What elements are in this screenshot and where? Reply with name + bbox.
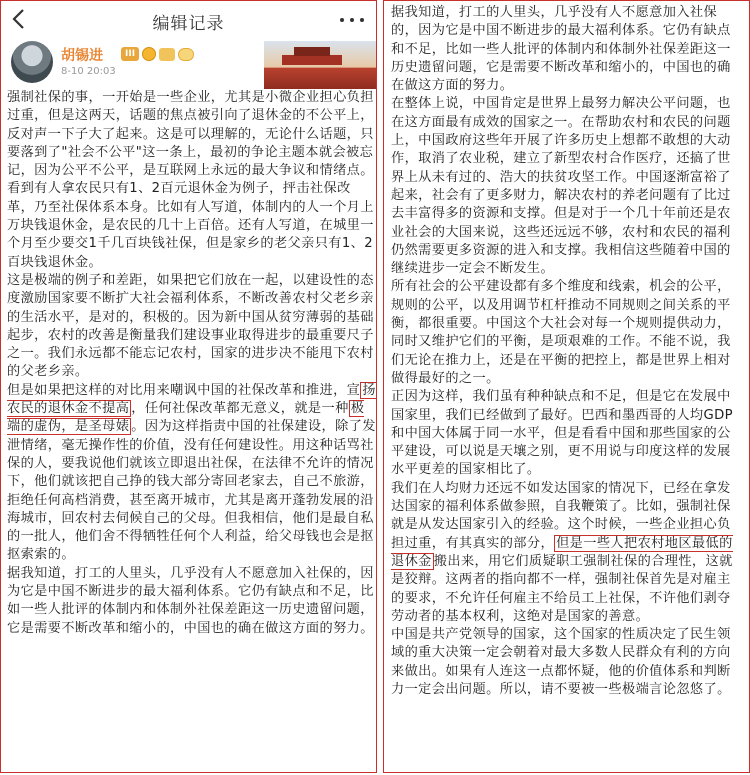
- paragraph: 看到有人拿农民只有1、2百元退休金为例子，抨击社保改革，乃至社保体系本身。比如有人写道，体制内的人一个月上万块钱退休金，是农民的几十上百倍。还有人写道，在城里一个月至少要交1千几百块钱社保，但是家乡的老父亲只有1、2百块钱退休金。: [7, 181, 374, 270]
- paragraph: [7, 382, 376, 565]
- text-run: 我们在人均财力还远不如发达国家的情况下，已经在拿发达国家的福利体系做参照，自我鞭策了。比如，强制社保就是从发达国家引入的经验。这个时候，一些企业担心负担过重，有其真实的部分，: [391, 480, 731, 551]
- top-bar: [1, 1, 376, 41]
- username[interactable]: 胡锡进: [61, 48, 103, 64]
- level-badge-icon[interactable]: III: [121, 47, 139, 61]
- paragraph: 据我知道，打工的人里头，几乎没有人不愿意加入社保的，因为它是中国不断进步的最大福利体系。它仍有缺点和不足，比如一些人批评的体制内和体制外社保差距这一历史遗留问题，它是需要不断改革和缩小的，中国也的确在做这方面的努力。: [7, 565, 374, 636]
- paragraph: 这是极端的例子和差距，如果把它们放在一起，以建设性的态度激励国家要不断扩大社会福利体系，不断改善农村父老乡亲的生活水平，是对的，积极的。因为新中国从贫穷薄弱的基础起步，农村的改善是衡量我们建设事业取得进步的最重要尺子之一。我们永远都不能忘记农村，国家的进步决不能甩下农村的父老乡亲。: [7, 272, 374, 380]
- highlighted-phrase: 极端的虚伪，是圣母婊: [7, 401, 365, 435]
- avatar[interactable]: [11, 41, 53, 83]
- post-time: 8-10 20:03: [61, 66, 116, 77]
- right-screenshot-panel: [383, 0, 750, 773]
- fan-badge-icon[interactable]: [178, 48, 194, 61]
- paragraph: 在整体上说，中国肯定是世界上最努力解决公平问题，也在这方面最有成效的国家之一。在帮助农村和农民的问题上，中国政府这些年开展了许多历史上想都不敢想的大动作，取消了农业税，建立了新型农村合作医疗，还搞了世界上从未有过的、浩大的扶贫攻坚工作。中国逐渐富裕了起来，社会有了更多财力，解决农村的养老问题有了比过去丰富得多的资源和支撑。但是对于一个几十年前还是农业社会的大国来说，这些还远远不够，农村和农民的福利仍然需要更多资源的进入和支撑。我相信这些随着中国的继续进步一定会不断发生。: [391, 96, 731, 277]
- paragraph: 强制社保的事，一开始是一些企业，尤其是小微企业担心负担过重，但是这两天，话题的焦点被引向了退休金的不公平上，反对声一下子大了起来。这是可以理解的，无论什么话题，只要落到了"社会不公平"这一条上，最初的争论主题本就会被忘记，因为公平不公平，是互联网上永远的最大争议和情绪点。: [7, 90, 374, 179]
- post-body: [1, 89, 376, 638]
- vip-badge-icon[interactable]: [142, 47, 156, 61]
- more-options-icon[interactable]: [340, 9, 364, 31]
- paragraph: 所有社会的公平建设都有多个维度和线索，机会的公平，规则的公平，以及用调节杠杆推动不同规则之间关系的平衡，都很重要。中国这个大社会对每一个规则提供动力，同时又维护它们的平衡，是项艰难的工作。不能不说，我们无论在推力上，还是在平衡的把控上，都是世界上相对做得最好的之一。: [391, 279, 731, 386]
- card-cover-image: [264, 41, 376, 89]
- paragraph: 据我知道，打工的人里头，几乎没有人不愿意加入社保的，因为它是中国不断进步的最大福利体系。它仍有缺点和不足，比如一些人批评的体制内和体制外社保差距这一历史遗留问题，它是需要不断改革和缩小的，中国也的确在做这方面的努力。: [391, 5, 731, 94]
- paragraph: 正因为这样，我们虽有种种缺点和不足，但是它在发展中国家里，我们已经做到了最好。巴西和墨西哥的人均GDP和中国大体属于同一水平，但是看看中国和那些国家的公平建设，可以说是天壤之别，更不用说与印度这样的发展水平更差的国家相比了。: [391, 389, 734, 478]
- member-badge-icon[interactable]: [159, 48, 175, 61]
- text-run: 搬出来，用它们质疑职工强制社保的合理性，这就是狡辩。这两者的指向都不一样，强制社保首先是对雇主的要求，不允许任何雇主不给员工上社保，不许他们剥夺劳动者的基本权利，这绝对是国家的善意。: [391, 553, 733, 624]
- paragraph: [391, 480, 743, 626]
- text-run: ，任何社保改革都无意义，就是一种: [131, 401, 349, 417]
- paragraph: 中国是共产党领导的国家，这个国家的性质决定了民生领域的重大决策一定会朝着对最大多数人民群众有利的方向来做出。如果有人连这一点都怀疑，他的价值体系和判断力一定会出问题。所以，请不要被一些极端言论忽悠了。: [391, 627, 731, 697]
- post-body-continued: [384, 4, 749, 699]
- text-run: 但是如果把这样的对比用来嘲讽中国的社保改革和推进，宣: [7, 382, 361, 398]
- highlighted-phrase: 扬农民的退休金不提高: [7, 382, 376, 417]
- page-title: 编辑记录: [152, 14, 225, 34]
- text-run: 。因为这样指责中国的社保建设，除了发泄情绪，毫无操作性的价值，没有任何建设性。用这种话骂社保的人，要我说他们就该立即退出社保，在法律不允许的情况下，他们就该把自己挣的钱大部分寄回老家去，自己不旅游，拒绝任何高档消费，甚至离开城市，尤其是离开蓬勃发展的沿海城市，回农村去伺候自己的父母。但我相信，他们是最自私的一批人，他们舍不得牺牲任何个人利益，给父母钱也会是抠抠索索的。: [7, 419, 376, 563]
- badge-row: [121, 47, 194, 61]
- highlighted-phrase: 但是一些人把农村地区最低的退休金: [391, 535, 733, 569]
- author-header: [1, 41, 376, 89]
